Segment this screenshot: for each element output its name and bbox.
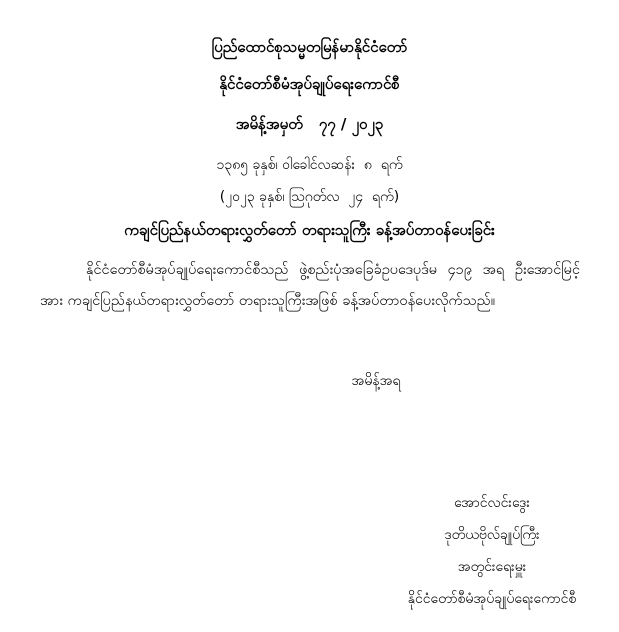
date-myanmar-calendar: ၁၃၈၅ ခုနှစ်၊ ဝါခေါင်လဆန်း ၈ ရက် xyxy=(216,157,403,173)
order-number-label: အမိန့်အမှတ် xyxy=(235,115,303,133)
by-order-label: အမိန့်အရ xyxy=(351,373,401,389)
signatory-role: အတွင်းရေးမှူး xyxy=(457,559,527,575)
signatory-organization: နိုင်ငံတော်စီမံအုပ်ချုပ်ရေးကောင်စီ xyxy=(407,591,577,607)
order-subject: ကချင်ပြည်နယ်တရားလွှတ်တော် တရားသူကြီး ခန့်အပ်တာဝန်ပေးခြင်း xyxy=(124,221,495,239)
order-number-line xyxy=(0,115,619,137)
date-gregorian: (၂၀၂၃ ခုနှစ်၊ ဩဂုတ်လ ၂၄ ရက်) xyxy=(219,189,400,205)
signatory-name: အောင်လင်းဒွေး xyxy=(454,495,530,511)
order-number-value: ၇၇ / ၂၀၂၃ xyxy=(318,115,384,133)
council-title: နိုင်ငံတော်စီမံအုပ်ချုပ်ရေးကောင်စီ xyxy=(219,75,400,93)
signatory-rank: ဒုတိယဗိုလ်ချုပ်ကြီး xyxy=(444,527,540,543)
order-body-paragraph: နိုင်ငံတော်စီမံအုပ်ချုပ်ရေးကောင်စီသည် ဖွဲ့စည်းပုံအခြေခံဥပဒေပုဒ်မ ၄၁၉ အရ ဦးအောင်မြင့် အား ကချင်ပြည်နယ်တရားလွှတ်တော် တရားသူကြီးအဖြစ် ခန့်အပ်တာဝန်ပေးလိုက်သည်။ xyxy=(40,262,580,309)
country-title: ပြည်ထောင်စုသမ္မတမြန်မာနိုင်ငံတော် xyxy=(211,38,408,56)
signature-block xyxy=(388,487,596,615)
